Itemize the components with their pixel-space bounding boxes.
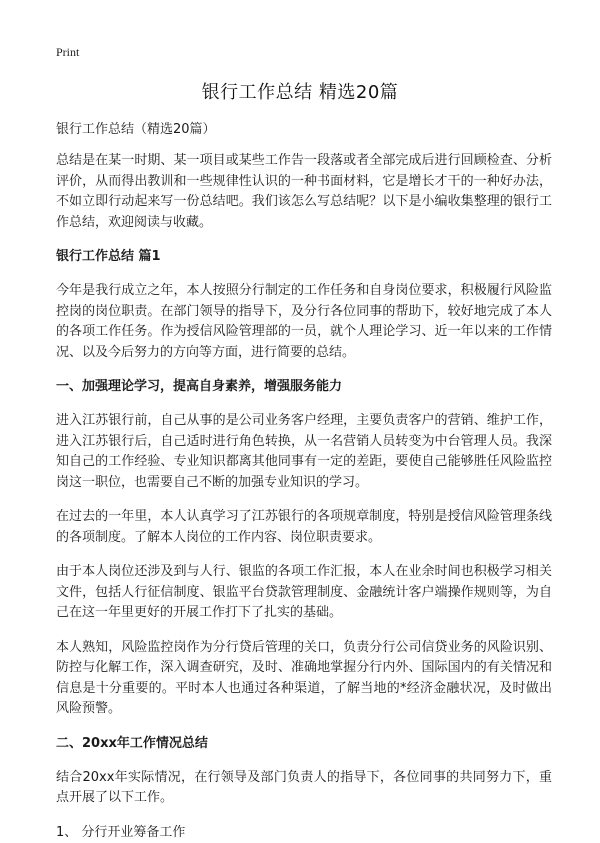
section1-paragraph-3: 由于本人岗位还涉及到与人行、银监的各项工作汇报，本人在业余时间也积极学习相关文件，包括人行征信制度、银监平台贷款管理制度、金融统计客户端操作规则等，为自己在这一年里更好的开展工作打下了扎实的基础。 bbox=[56, 564, 552, 620]
document-body bbox=[56, 120, 552, 843]
section1-paragraph-4: 本人熟知，风险监控岗作为分行贷后管理的关口，负责分行公司信贷业务的风险识别、防控与化解工作，深入调查研究，及时、准确地掌握分行内外、国际国内的有关情况和信息是十分重要的。平时本人也通过各种渠道，了解当地的*经济金融状况，及时做出风险预警。 bbox=[56, 639, 552, 716]
article-heading: 银行工作总结 篇1 bbox=[56, 249, 161, 264]
intro-paragraph: 总结是在某一时期、某一项目或某些工作告一段落或者全部完成后进行回顾检查、分析评价，从而得出教训和一些规律性认识的一种书面材料，它是增长才干的一种好办法，不如立即行动起来写一份总结吧。我们该怎么写总结呢？以下是小编收集整理的银行工作总结，欢迎阅读与收藏。 bbox=[56, 153, 552, 230]
article-intro-paragraph: 今年是我行成立之年，本人按照分行制定的工作任务和自身岗位要求，积极履行风险监控岗的岗位职责。在部门领导的指导下，及分行各位同事的帮助下，较好地完成了本人的各项工作任务。作为授信风险管理部的一员，就个人理论学习、近一年以来的工作情况、以及今后努力的方向等方面，进行简要的总结。 bbox=[56, 283, 552, 360]
document-subtitle: 银行工作总结（精选20篇） bbox=[56, 122, 216, 137]
section2-paragraph-1: 结合20xx年实际情况，在行领导及部门负责人的指导下，各位同事的共同努力下，重点开展了以下工作。 bbox=[56, 769, 552, 805]
page-title: 银行工作总结 精选20篇 bbox=[201, 82, 399, 103]
print-link[interactable]: Print bbox=[56, 45, 80, 59]
section2-heading: 二、20xx年工作情况总结 bbox=[56, 735, 208, 751]
section2-list-item-1: 1、 分行开业筹备工作 bbox=[56, 824, 186, 840]
section1-paragraph-1: 进入江苏银行前，自己从事的是公司业务客户经理，主要负责客户的营销、维护工作，进入江苏银行后，自己适时进行角色转换，从一名营销人员转变为中台管理人员。我深知自己的工作经验、专业知识都离其他同事有一定的差距，要使自己能够胜任风险监控岗这一职位，也需要自己不断的加强专业知识的学习。 bbox=[56, 413, 552, 490]
section1-heading: 一、加强理论学习，提高自身素养，增强服务能力 bbox=[56, 379, 343, 394]
section1-paragraph-2: 在过去的一年里，本人认真学习了江苏银行的各项规章制度，特别是授信风险管理条线的各项制度。了解本人岗位的工作内容、岗位职责要求。 bbox=[56, 509, 552, 545]
